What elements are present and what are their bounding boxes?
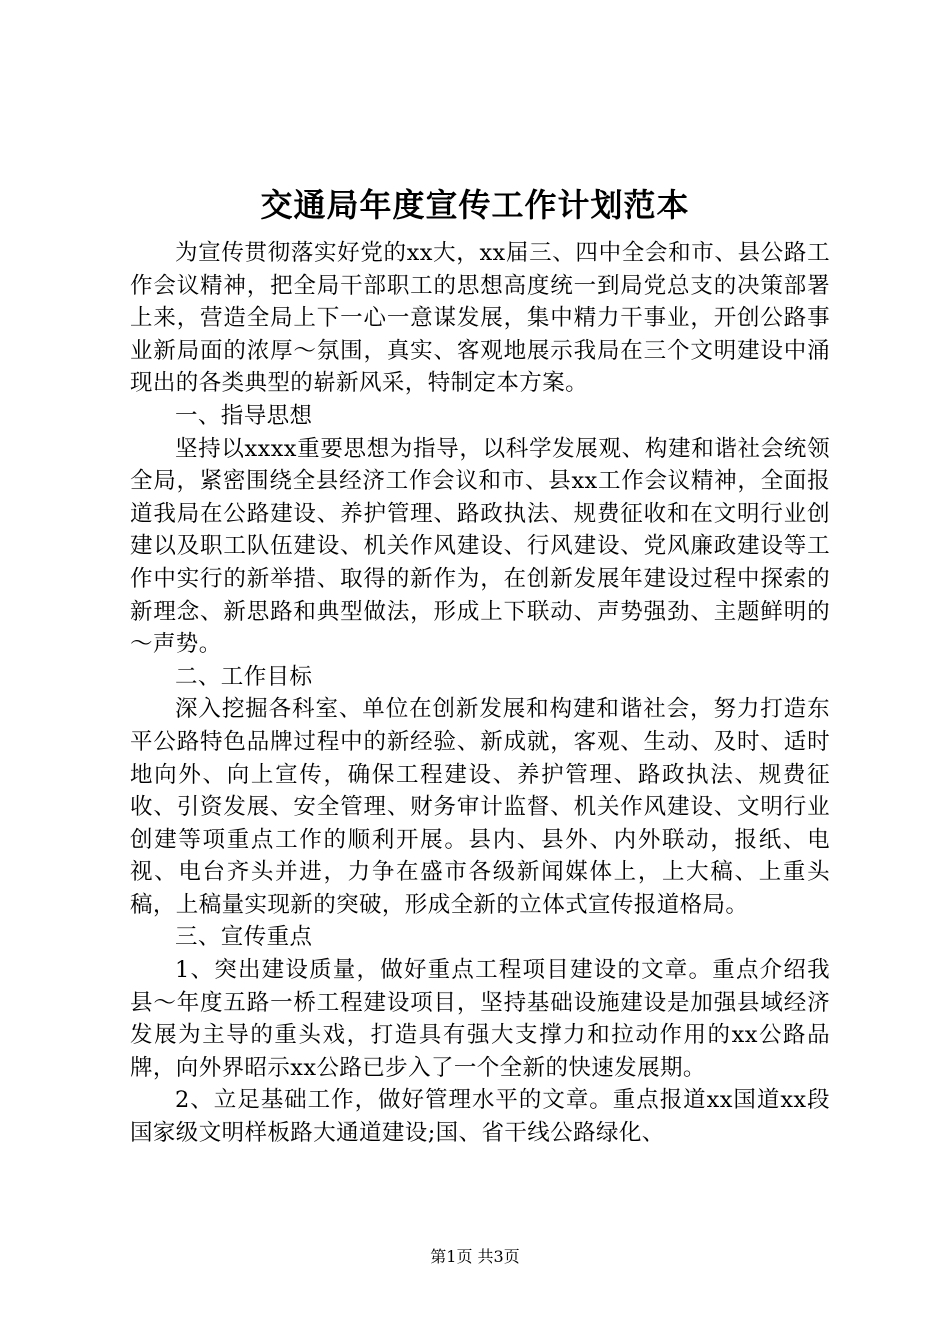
section-heading-publicity-focus: 三、宣传重点 xyxy=(175,924,313,951)
section-heading-work-goals: 二、工作目标 xyxy=(175,663,313,690)
intro-paragraph: 为宣传贯彻落实好党的xx大，xx届三、四中全会和市、县公路工作会议精神，把全局干部职工的思想高度统一到局党总支的决策部署上来，营造全局上下一心一意谋发展，集中精力干事业，开创公路事业新局面的浓厚～氛围，真实、客观地展示我局在三个文明建设中涌现出的各类典型的崭新风采，特制定本方案。 xyxy=(130,240,830,397)
work-goals-paragraph: 深入挖掘各科室、单位在创新发展和构建和谐社会，努力打造东平公路特色品牌过程中的新经验、新成就，客观、生动、及时、适时地向外、向上宣传，确保工程建设、养护管理、路政执法、规费征收、引资发展、安全管理、财务审计监督、机关作风建设、文明行业创建等项重点工作的顺利开展。县内、县外、内外联动，报纸、电视、电台齐头并进，力争在盛市各级新闻媒体上，上大稿、上重头稿，上稿量实现新的突破，形成全新的立体式宣传报道格局。 xyxy=(130,696,830,918)
document-body xyxy=(130,237,830,1150)
section-heading-guiding-ideology: 一、指导思想 xyxy=(175,402,313,429)
page-footer: 第1页 共3页 xyxy=(430,1247,520,1266)
focus-item-2-paragraph: 2、立足基础工作，做好管理水平的文章。重点报道xx国道xx段国家级文明样板路大通道建设;国、省干线公路绿化、 xyxy=(130,1087,830,1147)
document-title: 交通局年度宣传工作计划范本 xyxy=(260,186,690,224)
guiding-ideology-paragraph: 坚持以xxxx重要思想为指导，以科学发展观、构建和谐社会统领全局，紧密围绕全县经济工作会议和市、县xx工作会议精神，全面报道我局在公路建设、养护管理、路政执法、规费征收和在文明行业创建以及职工队伍建设、机关作风建设、行风建设、党风廉政建设等工作中实行的新举措、取得的新作为，在创新发展年建设过程中探索的新理念、新思路和典型做法，形成上下联动、声势强劲、主题鲜明的～声势。 xyxy=(130,435,830,658)
focus-item-1-paragraph: 1、突出建设质量，做好重点工程项目建设的文章。重点介绍我县～年度五路一桥工程建设项目，坚持基础设施建设是加强县域经济发展为主导的重头戏，打造具有强大支撑力和拉动作用的xx公路品牌，向外界昭示xx公路已步入了一个全新的快速发展期。 xyxy=(130,957,830,1081)
